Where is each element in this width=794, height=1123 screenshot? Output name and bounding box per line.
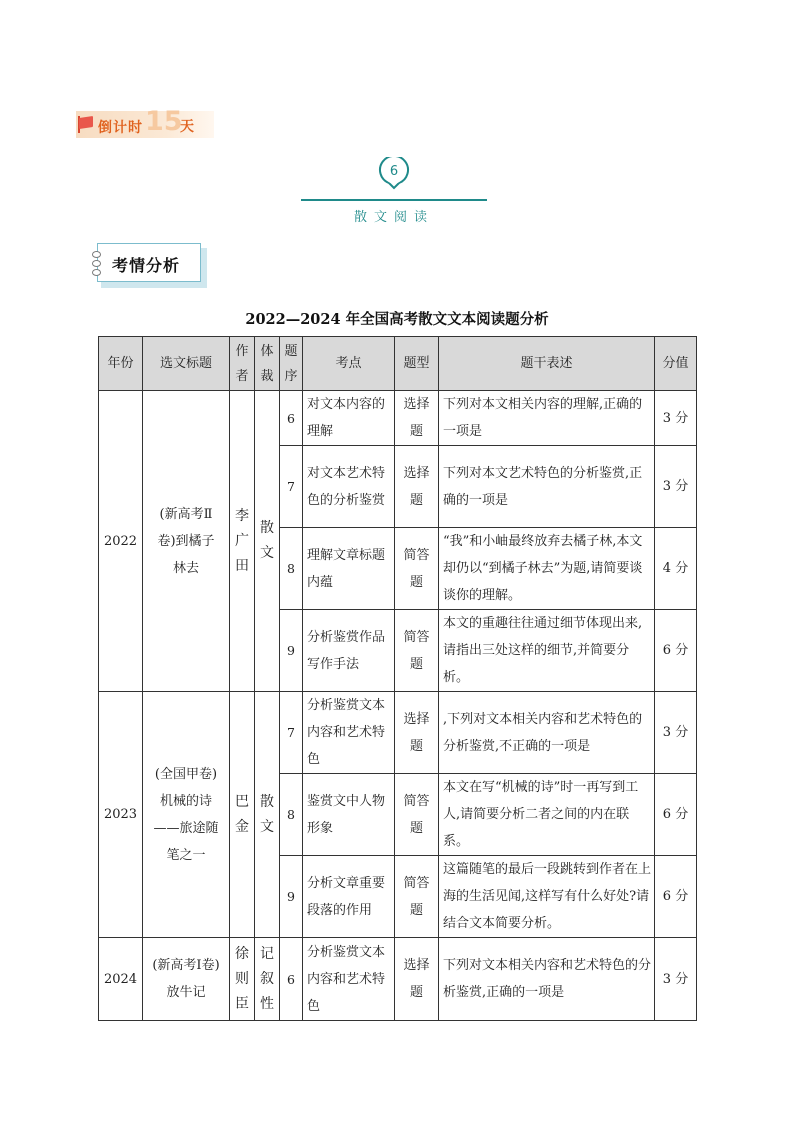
stem-cell: 本文的重趣往往通过细节体现出来,请指出三处这样的细节,并简要分析。: [439, 610, 655, 692]
point-cell: 分析鉴赏作品写作手法: [303, 610, 395, 692]
stem-cell: 本文在写“机械的诗”时一再写到工人,请简要分析二者之间的内在联系。: [439, 774, 655, 856]
header-cell: 考点: [303, 337, 395, 391]
type-cell: 简答题: [395, 528, 439, 610]
author-cell: 巴金: [230, 692, 255, 938]
point-cell: 分析鉴赏文本内容和艺术特色: [303, 938, 395, 1021]
question-no-cell: 7: [280, 692, 303, 774]
year-cell: 2022: [99, 391, 143, 692]
title-cell: (全国甲卷)机械的诗——旅途随笔之一: [143, 692, 230, 938]
genre-cell: 散文: [255, 391, 280, 692]
type-cell: 简答题: [395, 856, 439, 938]
question-no-cell: 6: [280, 391, 303, 446]
header-cell: 题干表述: [439, 337, 655, 391]
genre-cell: 散文: [255, 692, 280, 938]
title-cell: (新高考Ⅰ卷)放牛记: [143, 938, 230, 1021]
question-no-cell: 8: [280, 774, 303, 856]
chapter-title: 散文阅读: [353, 210, 434, 225]
countdown-unit: 天: [180, 119, 194, 135]
stem-cell: 这篇随笔的最后一段跳转到作者在上海的生活见闻,这样写有什么好处?请结合文本简要分析。: [439, 856, 655, 938]
type-cell: 选择题: [395, 391, 439, 446]
header-cell: 体裁: [255, 337, 280, 391]
author-cell: 徐则臣: [230, 938, 255, 1021]
header-cell: 选文标题: [143, 337, 230, 391]
score-cell: 6 分: [655, 856, 697, 938]
table-caption: 2022—2024 年全国高考散文文本阅读题分析: [245, 311, 549, 328]
table-row: [99, 692, 697, 774]
title-cell: (新高考Ⅱ卷)到橘子林去: [143, 391, 230, 692]
header-cell: 分值: [655, 337, 697, 391]
point-cell: 鉴赏文中人物形象: [303, 774, 395, 856]
header-cell: 年份: [99, 337, 143, 391]
section-title: 考情分析: [112, 256, 181, 275]
score-cell: 4 分: [655, 528, 697, 610]
stem-cell: 下列对本文相关内容的理解,正确的一项是: [439, 391, 655, 446]
exam-analysis-table: [98, 336, 697, 1021]
score-cell: 6 分: [655, 610, 697, 692]
point-cell: 理解文章标题内蕴: [303, 528, 395, 610]
flag-icon: [79, 116, 93, 129]
type-cell: 简答题: [395, 774, 439, 856]
point-cell: 分析文章重要段落的作用: [303, 856, 395, 938]
author-cell: 李广田: [230, 391, 255, 692]
stem-cell: 下列对文本相关内容和艺术特色的分析鉴赏,正确的一项是: [439, 938, 655, 1021]
header-row: [99, 337, 697, 391]
point-cell: 分析鉴赏文本内容和艺术特色: [303, 692, 395, 774]
chapter-number: 6: [389, 164, 399, 179]
score-cell: 3 分: [655, 692, 697, 774]
question-no-cell: 6: [280, 938, 303, 1021]
chapter-divider: [301, 199, 487, 201]
point-cell: 对文本内容的理解: [303, 391, 395, 446]
header-cell: 题型: [395, 337, 439, 391]
year-cell: 2024: [99, 938, 143, 1021]
type-cell: 选择题: [395, 446, 439, 528]
question-no-cell: 9: [280, 610, 303, 692]
binder-rings-icon: [92, 251, 101, 277]
type-cell: 选择题: [395, 692, 439, 774]
score-cell: 3 分: [655, 446, 697, 528]
point-cell: 对文本艺术特色的分析鉴赏: [303, 446, 395, 528]
stem-cell: ,下列对文本相关内容和艺术特色的分析鉴赏,不正确的一项是: [439, 692, 655, 774]
countdown-number: 15: [145, 106, 183, 137]
question-no-cell: 9: [280, 856, 303, 938]
table-row: [99, 938, 697, 1021]
score-cell: 3 分: [655, 391, 697, 446]
score-cell: 6 分: [655, 774, 697, 856]
table-row: [99, 391, 697, 446]
year-cell: 2023: [99, 692, 143, 938]
stem-cell: “我”和小岫最终放弃去橘子林,本文却仍以“到橘子林去”为题,请简要谈谈你的理解。: [439, 528, 655, 610]
stem-cell: 下列对本文艺术特色的分析鉴赏,正确的一项是: [439, 446, 655, 528]
section-heading-box: [97, 243, 201, 282]
type-cell: 简答题: [395, 610, 439, 692]
countdown-label: 倒计时: [98, 120, 143, 136]
type-cell: 选择题: [395, 938, 439, 1021]
genre-cell: 记叙性: [255, 938, 280, 1021]
question-no-cell: 8: [280, 528, 303, 610]
question-no-cell: 7: [280, 446, 303, 528]
header-cell: 作者: [230, 337, 255, 391]
header-cell: 题序: [280, 337, 303, 391]
score-cell: 3 分: [655, 938, 697, 1021]
